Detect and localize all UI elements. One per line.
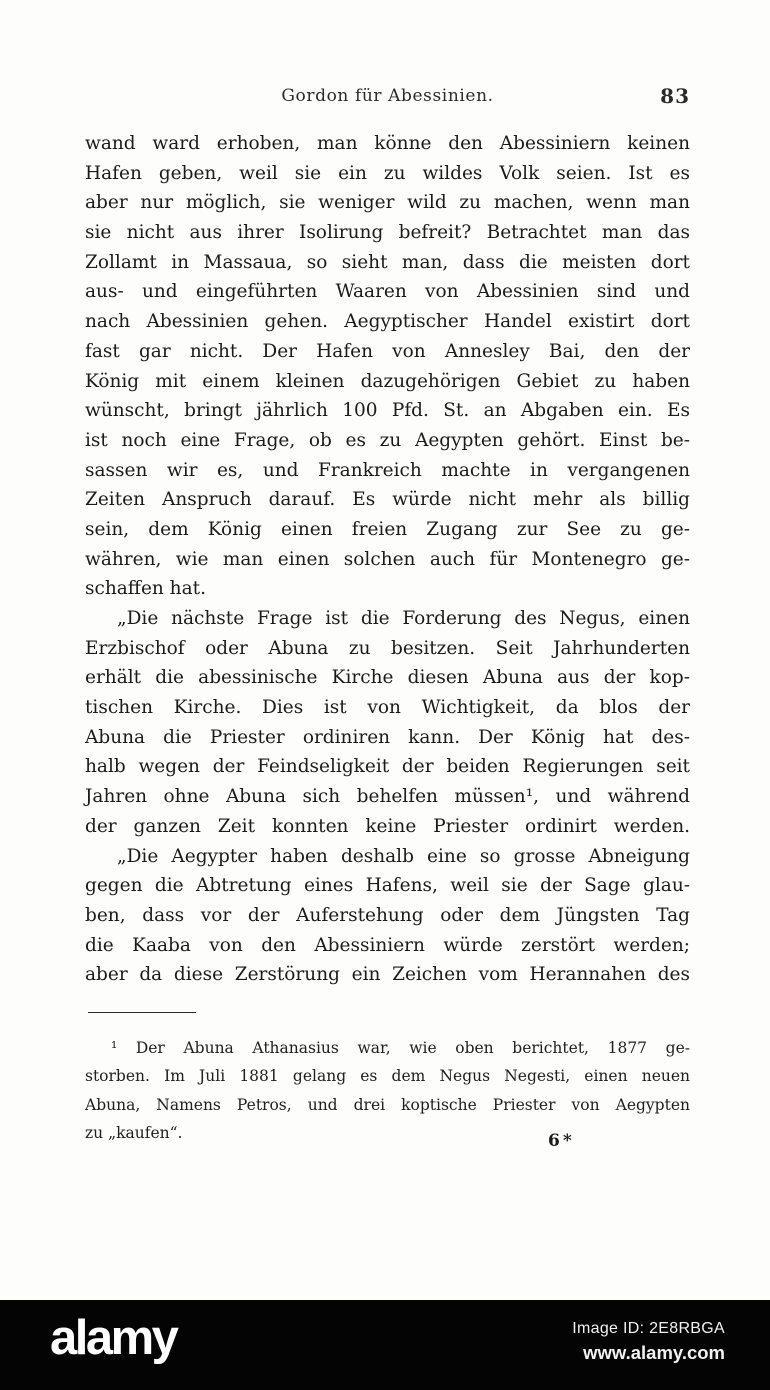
- text-line: der ganzen Zeit konnten keine Priester ordinirt werden.: [85, 815, 690, 837]
- footnote-line: storben. Im Juli 1881 gelang es dem Negus Negesti, einen neuen: [85, 1067, 690, 1086]
- text-line: aber nur möglich, sie weniger wild zu machen, wenn man: [85, 192, 690, 214]
- image-id-label: Image ID: 2E8RBGA: [572, 1320, 725, 1337]
- text-line: „Die Aegypter haben deshalb eine so grosse Abneigung: [117, 845, 690, 867]
- text-line: tischen Kirche. Dies ist von Wichtigkeit, da blos der: [85, 697, 690, 719]
- text-line: fast gar nicht. Der Hafen von Annesley Bai, den der: [85, 340, 690, 362]
- text-line: Zeiten Anspruch darauf. Es würde nicht mehr als billig: [85, 489, 690, 511]
- text-line: wünscht, bringt jährlich 100 Pfd. St. an Abgaben ein. Es: [85, 400, 690, 422]
- text-line: sein, dem König einen freien Zugang zur See zu ge-: [85, 518, 690, 540]
- text-line: ist noch eine Frage, ob es zu Aegypten gehört. Einst be-: [85, 429, 690, 451]
- text-line: währen, wie man einen solchen auch für Montenegro ge-: [85, 548, 690, 570]
- text-line: erhält die abessinische Kirche diesen Abuna aus der kop-: [85, 667, 690, 689]
- watermark-info: [572, 1320, 725, 1364]
- chapter-title: Gordon für Abessinien.: [281, 86, 494, 106]
- text-line: Erzbischof oder Abuna zu besitzen. Seit Jahrhunderten: [85, 637, 690, 659]
- text-line: Hafen geben, weil sie ein zu wildes Volk seien. Ist es: [85, 162, 690, 184]
- signature-mark: 6*: [548, 1131, 575, 1151]
- text-line: schaffen hat.: [85, 578, 206, 600]
- text-line: wand ward erhoben, man könne den Abessiniern keinen: [85, 133, 690, 154]
- text-line: sie nicht aus ihrer Isolirung befreit? Betrachtet man das: [85, 222, 690, 244]
- text-line: gegen die Abtretung eines Hafens, weil sie der Sage glau-: [85, 875, 690, 897]
- footnote-line: zu „kaufen“.: [85, 1123, 183, 1142]
- footnote-line: Abuna, Namens Petros, und drei koptische Priester von Aegypten: [85, 1095, 690, 1114]
- page-number: 83: [660, 84, 690, 108]
- alamy-url: www.alamy.com: [583, 1342, 725, 1363]
- text-line: aus- und eingeführten Waaren von Abessinien sind und: [85, 281, 690, 303]
- footnote-separator: [88, 1012, 196, 1013]
- text-line: aber da diese Zerstörung ein Zeichen vom Herannahen des: [85, 964, 690, 986]
- text-line: nach Abessinien gehen. Aegyptischer Handel existirt dort: [85, 311, 690, 333]
- text-line: die Kaaba von den Abessiniern würde zerstört werden;: [85, 934, 690, 956]
- footnote-line: ¹ Der Abuna Athanasius war, wie oben berichtet, 1877 ge-: [111, 1039, 690, 1057]
- footnote: [85, 1034, 690, 1147]
- text-line: sassen wir es, und Frankreich machte in vergangenen: [85, 459, 690, 481]
- alamy-logo: alamy: [50, 1311, 177, 1365]
- text-line: halb wegen der Feindseligkeit der beiden Regierungen seit: [85, 756, 690, 778]
- text-line: „Die nächste Frage ist die Forderung des Negus, einen: [117, 608, 690, 629]
- running-header: [85, 86, 690, 110]
- body-text: [85, 129, 690, 990]
- text-line: König mit einem kleinen dazugehörigen Gebiet zu haben: [85, 370, 690, 392]
- text-line: ben, dass vor der Auferstehung oder dem Jüngsten Tag: [85, 904, 690, 926]
- text-line: Jahren ohne Abuna sich behelfen müssen¹, und während: [85, 786, 690, 808]
- text-line: Zollamt in Massaua, so sieht man, dass die meisten dort: [85, 251, 690, 273]
- text-line: Abuna die Priester ordiniren kann. Der König hat des-: [85, 726, 690, 748]
- alamy-watermark-bar: [0, 1300, 770, 1390]
